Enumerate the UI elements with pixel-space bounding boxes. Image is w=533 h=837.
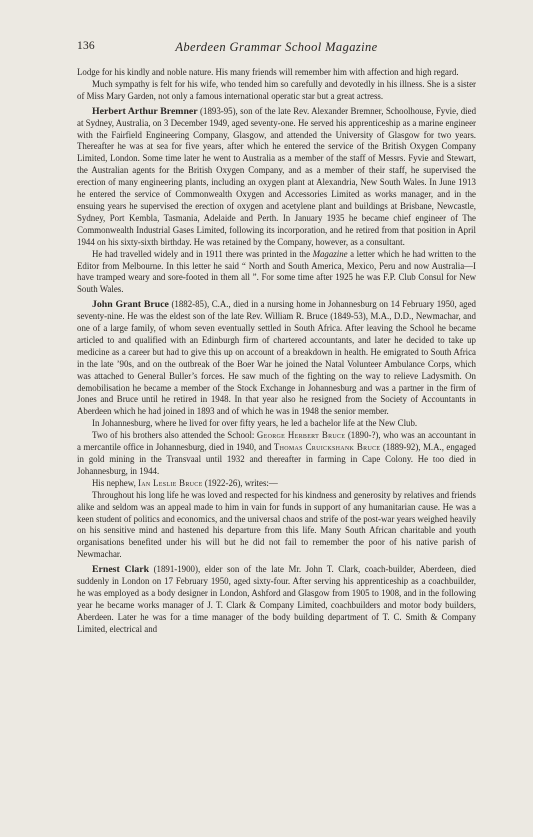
paragraph: Much sympathy is felt for his wife, who tended him so carefully and devotedly in his illness. She is a sister of Miss Mary Garden, not only a famous international operatic star but a great actress. — [77, 78, 476, 101]
page-header — [77, 40, 476, 56]
obituary-entry-clark: Ernest Clark (1891-1900), elder son of the late Mr. John T. Clark, coach-builder, Aberdeen, died suddenly in London on 17 February 1950, aged sixty-four. After serving his apprenticeship as a coachbuilder, he was employed as a body designer in London, Ashford and Glasgow from 1905 to 1908, and in the following year he became works manager of J. T. Clark & Company Limited, coachbuilders and motor body builders, Aberdeen. Later he was for a time manager of the body building department of T. C. Smith & Company Limited, electrical and — [77, 564, 476, 634]
paragraph: He had travelled widely and in 1911 there was printed in the Magazine a letter which he had written to the Editor from Melbourne. In this letter he said “ North and South America, Mexico, Peru and now Australia—I have tramped weary and sore-footed in them all ”. For some time after 1925 he was F.P. Club Consul for New South Wales. — [77, 248, 476, 295]
article-body — [77, 67, 476, 636]
paragraph: Lodge for his kindly and noble nature. His many friends will remember him with affection and high regard. — [77, 67, 459, 77]
obituary-name: Herbert Arthur Bremner — [92, 105, 198, 117]
paragraph: Throughout his long life he was loved and respected for his kindness and generosity by relatives and friends alike and seldom was an appeal made to him in vain for funds in support of any humanitarian cause. He was a keen student of politics and economics, and the universal chaos and strife of the post-war years weighed heavily on his sensitive mind and hastened his departure from this life. Many South African charitable and youth organisations benefited under his will but he did not fail to remember the poor of his native parish of Newmachar. — [77, 489, 476, 560]
obituary-name: John Grant Bruce — [92, 299, 169, 311]
small-caps-name: George Herbert Bruce — [256, 430, 346, 441]
running-title: Aberdeen Grammar School Magazine — [175, 40, 378, 54]
small-caps-name: Ian Leslie Bruce — [138, 477, 203, 488]
obituary-entry-bremner: Herbert Arthur Bremner (1893-95), son of the late Rev. Alexander Bremner, Schoolhouse, Fyvie, died at Sydney, Australia, on 3 December 1949, aged seventy-one. He served his apprenticeship as a marine engineer with the Fairfield Engineering Company, Glasgow, and attended the University of Glasgow for two years. Thereafter he was at sea for five years, after which he entered the service of the British Oxygen Company Limited, London. Some time later he went to Australia as a member of the staff of Messrs. Fyvie and Stewart, the Australian agents for the British Oxygen Company, and as a member of their staff, he supervised the erection of many engineering plants, including an oxygen plant at Alexandria, New South Wales. In June 1913 he entered the service of Commonwealth Oxygen and Accessories Limited as works manager, and in the ensuing years he supervised the erection of oxygen and acetylene plant and buildings at Brisbane, Newcastle, Sydney, Port Kembla, Tasmania, Adelaide and Perth. In January 1935 he became chief engineer of The Commonwealth Industrial Gases Limited, following its incorporation, and he retired from that position in April 1944 on his sixty-sixth birthday. He was retained by the Company, however, as a consultant. — [77, 105, 477, 247]
obituary-entry-bruce: John Grant Bruce (1882-85), C.A., died in a nursing home in Johannesburg on 14 February 1950, aged seventy-nine. He was the eldest son of the late Rev. William R. Bruce (1849-53), M.A., D.D., Newmachar, and one of a large family, of whom seven eventually settled in South Africa. After leaving the School he became articled to and qualified with an Edinburgh firm of chartered accountants, and later he decided to take up medicine as a career but had to give this up on account of a breakdown in health. He emigrated to South Africa in the late ’90s, and on the outbreak of the Boer War he joined the Natal Volunteer Ambulance Corps, which was attached to General Buller’s forces. He saw much of the fighting on the way to relieve Ladysmith. On demobilisation he became a member of the Stock Exchange in Johannesburg and was a partner in the firm of Jones and Bruce until he retired in 1948. In that year also he resigned from the Society of Accountants in Aberdeen which he had joined in 1893 and of which he was in 1948 the senior member. — [77, 299, 476, 417]
paragraph: His nephew, Ian Leslie Bruce (1922-26), writes:— — [92, 477, 278, 488]
obituary-name: Ernest Clark — [92, 564, 150, 576]
paragraph: In Johannesburg, where he lived for over fifty years, he led a bachelor life at the New Club. — [92, 418, 418, 429]
paragraph: Two of his brothers also attended the School: George Herbert Bruce (1890-?), who was an accountant in a mercantile office in Johannesburg, died in 1940, and Thomas Cruickshank Bruce (1889-92), M.A., engaged in gold mining in the Transvaal until 1932 and thereafter in farming in Cape Colony. He too died in Johannesburg, in 1944. — [77, 430, 476, 476]
page-number: 136 — [77, 40, 95, 52]
small-caps-name: Thomas Cruickshank Bruce — [273, 442, 381, 453]
